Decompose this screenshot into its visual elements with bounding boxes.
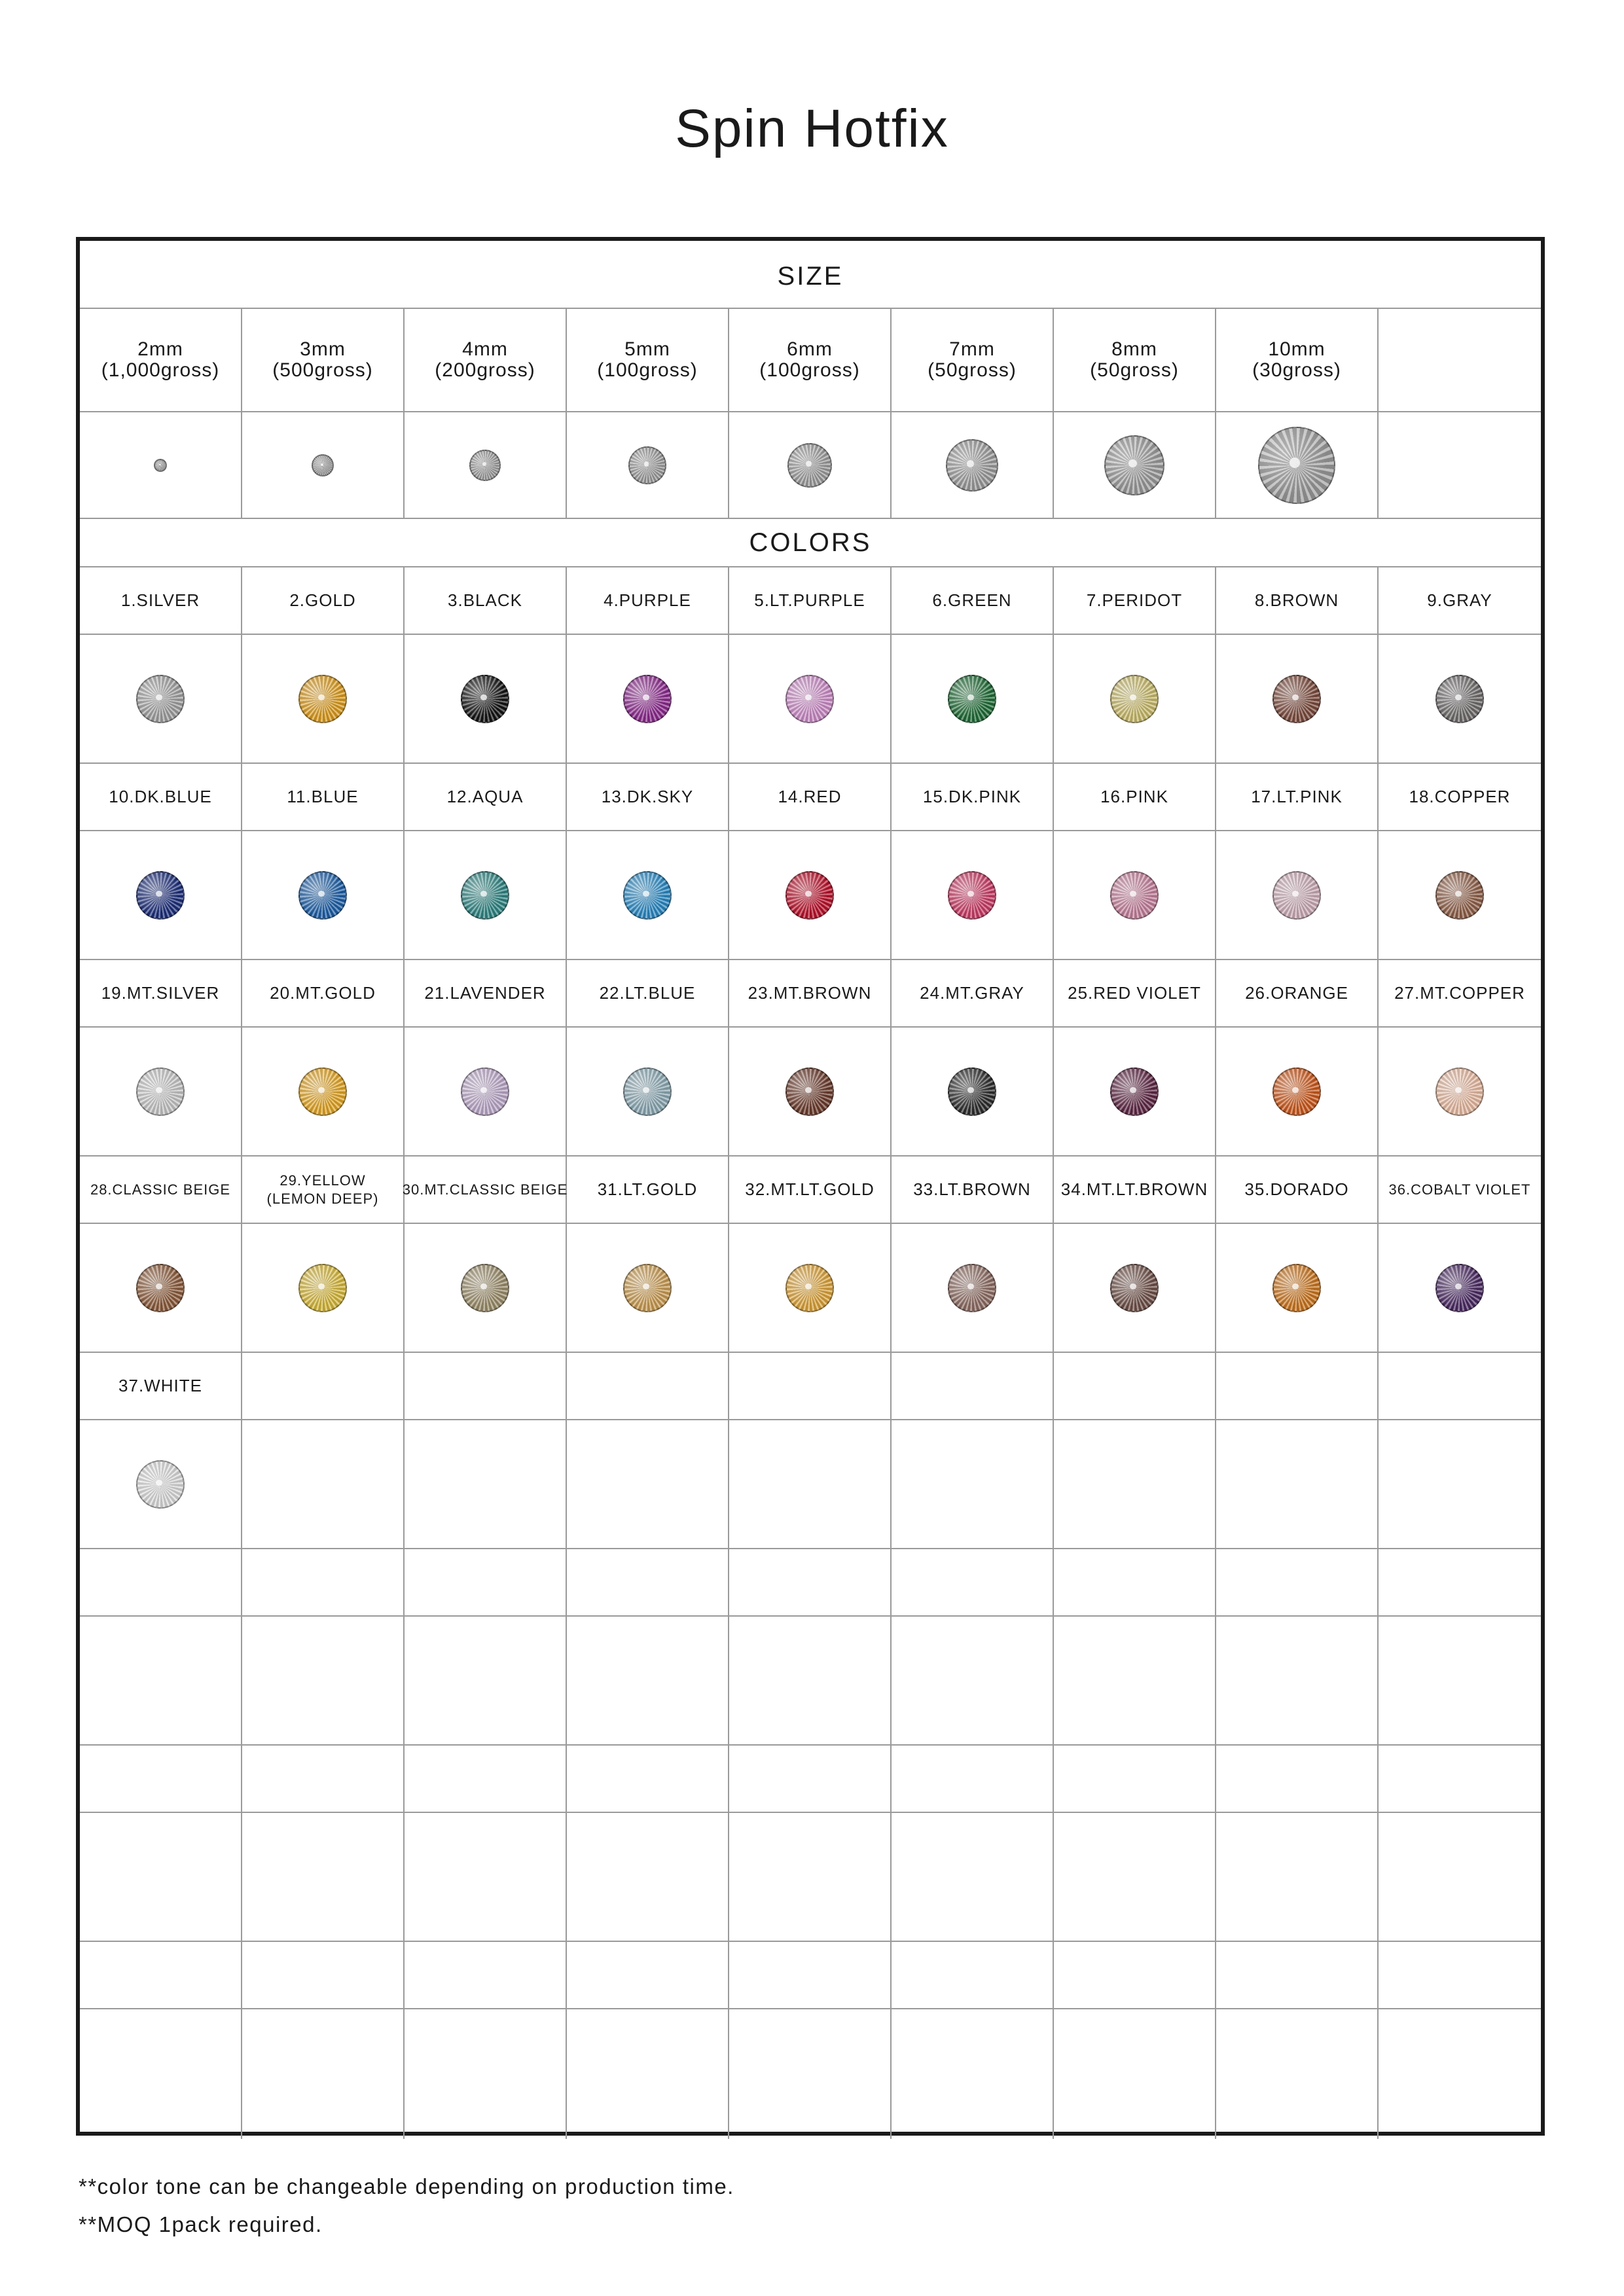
color-sample-stone — [298, 675, 347, 723]
size-mm: 3mm — [300, 338, 346, 360]
color-label: 25.RED VIOLET — [1068, 983, 1201, 1003]
size-label — [1252, 339, 1341, 381]
color-sample-stone — [623, 1264, 672, 1312]
color-label: 31.LT.GOLD — [597, 1179, 698, 1199]
color-sample-stone — [785, 1264, 834, 1312]
color-sample-stone — [1272, 675, 1321, 723]
size-mm: 6mm — [787, 338, 833, 360]
size-qty: (50gross) — [928, 359, 1017, 381]
size-mm: 4mm — [462, 338, 508, 360]
color-sample-stone — [136, 1067, 185, 1116]
color-sample-stone — [948, 1264, 996, 1312]
size-sample-stone — [1104, 435, 1164, 495]
size-sample-stone — [154, 459, 167, 472]
color-label: 6.GREEN — [932, 590, 1012, 610]
color-label: 32.MT.LT.GOLD — [745, 1179, 875, 1199]
color-sample-stone — [1435, 871, 1484, 920]
color-stone-row — [80, 1028, 1541, 1157]
color-sample-stone — [298, 1067, 347, 1116]
size-qty: (50gross) — [1090, 359, 1179, 381]
size-qty: (30gross) — [1252, 359, 1341, 381]
note-moq: **MOQ 1pack required. — [79, 2212, 323, 2236]
size-stone-row — [80, 412, 1541, 519]
color-label: 28.CLASSIC BEIGE — [90, 1181, 231, 1198]
color-label: 27.MT.COPPER — [1394, 983, 1525, 1003]
size-label — [759, 339, 859, 381]
size-label — [101, 339, 219, 381]
color-sample-stone — [1435, 1264, 1484, 1312]
color-label: 17.LT.PINK — [1251, 787, 1343, 806]
color-label: 9.GRAY — [1427, 590, 1492, 610]
color-label: 2.GOLD — [289, 590, 356, 610]
color-sample-stone — [785, 675, 834, 723]
color-sample-stone — [461, 1067, 509, 1116]
color-sample-stone — [298, 871, 347, 920]
color-label-row — [80, 1353, 1541, 1420]
size-mm: 2mm — [137, 338, 183, 360]
color-stone-row — [80, 2009, 1541, 2139]
size-mm: 5mm — [624, 338, 670, 360]
size-qty: (500gross) — [272, 359, 373, 381]
size-qty: (100gross) — [759, 359, 860, 381]
color-label: 8.BROWN — [1254, 590, 1339, 610]
color-label-row — [80, 1746, 1541, 1813]
size-sample-stone — [628, 446, 666, 484]
color-label: 24.MT.GRAY — [920, 983, 1024, 1003]
color-sample-stone — [136, 675, 185, 723]
color-sample-stone — [1272, 871, 1321, 920]
color-label: 21.LAVENDER — [424, 983, 546, 1003]
size-label — [435, 339, 535, 381]
color-label: 4.PURPLE — [604, 590, 691, 610]
size-label — [272, 339, 372, 381]
color-sample-stone — [623, 871, 672, 920]
size-qty: (1,000gross) — [101, 359, 220, 381]
color-label: 16.PINK — [1100, 787, 1168, 806]
color-label: 1.SILVER — [120, 590, 200, 610]
size-mm: 8mm — [1111, 338, 1157, 360]
color-sample-stone — [948, 1067, 996, 1116]
color-label-row — [80, 1157, 1541, 1224]
color-stone-row — [80, 1224, 1541, 1353]
color-sample-stone — [623, 675, 672, 723]
color-sample-stone — [1110, 1067, 1159, 1116]
color-label-row — [80, 764, 1541, 831]
color-label-row — [80, 960, 1541, 1028]
color-stone-row — [80, 1617, 1541, 1746]
size-qty: (100gross) — [597, 359, 698, 381]
color-sample-stone — [136, 1460, 185, 1509]
size-mm: 10mm — [1268, 338, 1326, 360]
size-label-row — [80, 309, 1541, 412]
color-sample-stone — [136, 1264, 185, 1312]
size-label — [1090, 339, 1179, 381]
color-stone-row — [80, 1420, 1541, 1549]
color-label: 35.DORADO — [1244, 1179, 1349, 1199]
color-sample-stone — [948, 871, 996, 920]
color-sample-stone — [1110, 1264, 1159, 1312]
color-label: 37.WHITE — [118, 1376, 202, 1395]
color-stone-row — [80, 1813, 1541, 1942]
color-label: 33.LT.BROWN — [913, 1179, 1031, 1199]
color-label: 34.MT.LT.BROWN — [1060, 1179, 1208, 1199]
spin-hotfix-chart-table — [76, 237, 1545, 2136]
color-label: 29.YELLOW (LEMON DEEP) — [266, 1172, 379, 1207]
size-sample-stone — [946, 439, 998, 492]
size-sample-stone — [1258, 427, 1335, 504]
size-sample-stone — [469, 450, 501, 481]
color-label: 20.MT.GOLD — [270, 983, 376, 1003]
color-stone-row — [80, 831, 1541, 960]
size-section-header: SIZE — [777, 261, 844, 291]
size-sample-stone — [787, 443, 832, 488]
color-label: 13.DK.SKY — [601, 787, 694, 806]
color-sample-stone — [948, 675, 996, 723]
color-label: 3.BLACK — [448, 590, 522, 610]
color-label: 15.DK.PINK — [922, 787, 1022, 806]
color-label: 23.MT.BROWN — [748, 983, 872, 1003]
color-label: 10.DK.BLUE — [109, 787, 212, 806]
colors-section-header: COLORS — [749, 528, 872, 557]
color-label: 7.PERIDOT — [1086, 590, 1183, 610]
page-title: Spin Hotfix — [675, 99, 949, 158]
color-label: 22.LT.BLUE — [599, 983, 696, 1003]
color-sample-stone — [298, 1264, 347, 1312]
color-label: 11.BLUE — [287, 787, 359, 806]
color-sample-stone — [785, 1067, 834, 1116]
color-stone-row — [80, 635, 1541, 764]
color-sample-stone — [1435, 675, 1484, 723]
size-mm: 7mm — [949, 338, 995, 360]
color-label: 18.COPPER — [1409, 787, 1511, 806]
color-sample-stone — [623, 1067, 672, 1116]
color-sample-stone — [461, 675, 509, 723]
color-label-row — [80, 1549, 1541, 1617]
color-sample-stone — [1110, 871, 1159, 920]
size-qty: (200gross) — [435, 359, 535, 381]
size-sample-stone — [312, 454, 334, 476]
color-sample-stone — [1435, 1067, 1484, 1116]
color-label: 14.RED — [778, 787, 842, 806]
color-sample-stone — [785, 871, 834, 920]
size-label — [597, 339, 697, 381]
color-label-row — [80, 567, 1541, 635]
color-label: 12.AQUA — [446, 787, 524, 806]
color-sample-stone — [461, 1264, 509, 1312]
color-sample-stone — [1272, 1067, 1321, 1116]
note-color-tone: **color tone can be changeable depending on production time. — [79, 2174, 734, 2198]
color-label: 26.ORANGE — [1245, 983, 1348, 1003]
color-label: 5.LT.PURPLE — [754, 590, 865, 610]
color-sample-stone — [461, 871, 509, 920]
color-sample-stone — [136, 871, 185, 920]
color-sample-stone — [1272, 1264, 1321, 1312]
color-sample-stone — [1110, 675, 1159, 723]
color-label-row — [80, 1942, 1541, 2009]
size-label — [928, 339, 1017, 381]
color-label: 19.MT.SILVER — [101, 983, 220, 1003]
color-label: 30.MT.CLASSIC BEIGE — [402, 1181, 568, 1198]
color-label: 36.COBALT VIOLET — [1388, 1181, 1531, 1198]
